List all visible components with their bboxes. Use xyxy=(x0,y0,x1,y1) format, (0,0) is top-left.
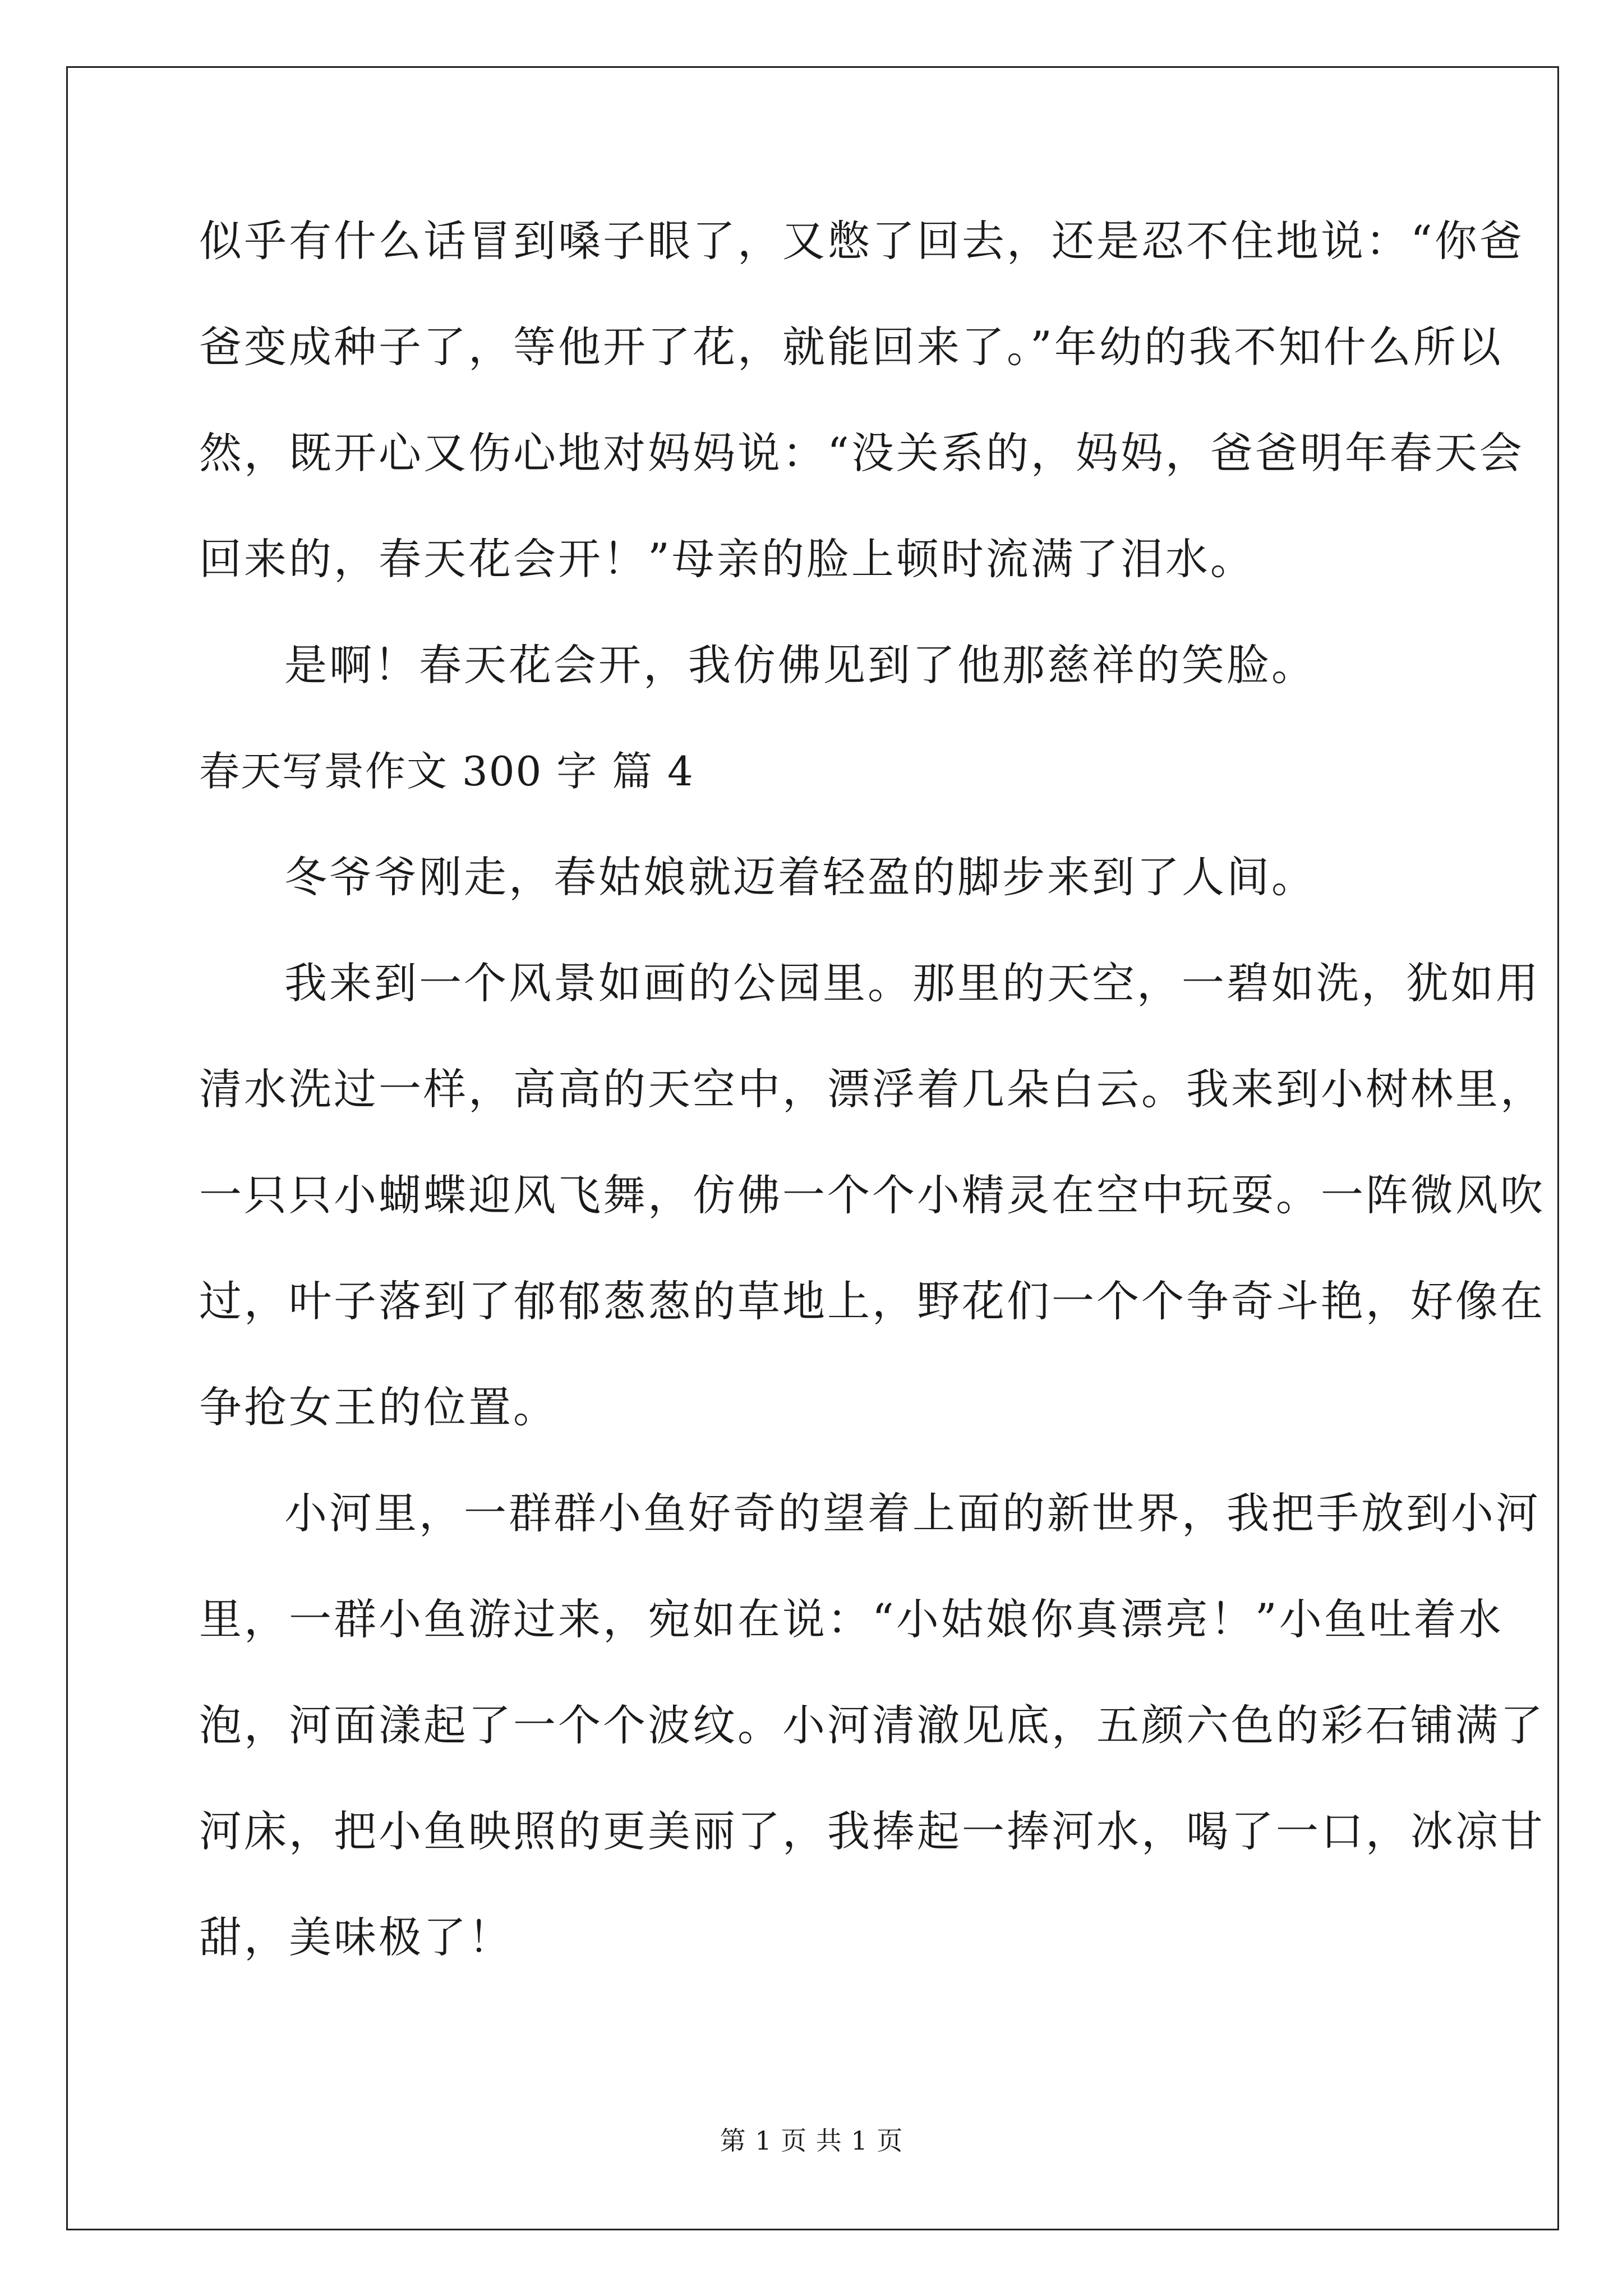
paragraph-line: 清水洗过一样，高高的天空中，漂浮着几朵白云。我来到小树林里， xyxy=(199,1064,1545,1114)
paragraph-line: 河床，把小鱼映照的更美丽了，我捧起一捧河水，喝了一口，冰凉甘 xyxy=(199,1806,1545,1856)
paragraph-line: 是啊！春天花会开，我仿佛见到了他那慈祥的笑脸。 xyxy=(284,640,1316,690)
paragraph-line: 里，一群小鱼游过来，宛如在说：“小姑娘你真漂亮！”小鱼吐着水 xyxy=(199,1594,1504,1644)
paragraph-line: 似乎有什么话冒到嗓子眼了，又憋了回去，还是忍不住地说：“你爸 xyxy=(199,216,1524,266)
paragraph-line: 一只只小蝴蝶迎风飞舞，仿佛一个个小精灵在空中玩耍。一阵微风吹 xyxy=(199,1170,1545,1220)
paragraph-line: 冬爷爷刚走，春姑娘就迈着轻盈的脚步来到了人间。 xyxy=(284,852,1316,902)
paragraph-line: 爸变成种子了，等他开了花，就能回来了。”年幼的我不知什么所以 xyxy=(199,322,1503,372)
paragraph-line: 争抢女王的位置。 xyxy=(199,1382,558,1432)
paragraph-line: 泡，河面漾起了一个个波纹。小河清澈见底，五颜六色的彩石铺满了 xyxy=(199,1700,1545,1750)
paragraph-line: 回来的，春天花会开！”母亲的脸上顿时流满了泪水。 xyxy=(199,534,1255,584)
page-border xyxy=(66,66,1559,2230)
page-number: 第 1 页 共 1 页 xyxy=(720,2125,903,2156)
paragraph-line: 过，叶子落到了郁郁葱葱的草地上，野花们一个个争奇斗艳，好像在 xyxy=(199,1276,1545,1326)
paragraph-line: 甜，美味极了！ xyxy=(199,1912,513,1962)
section-heading: 春天写景作文 300 字 篇 4 xyxy=(199,748,694,795)
paragraph-line: 我来到一个风景如画的公园里。那里的天空，一碧如洗，犹如用 xyxy=(284,958,1541,1008)
paragraph-line: 然，既开心又伤心地对妈妈说：“没关系的，妈妈，爸爸明年春天会 xyxy=(199,428,1524,478)
paragraph-line: 小河里，一群群小鱼好奇的望着上面的新世界，我把手放到小河 xyxy=(284,1488,1541,1538)
